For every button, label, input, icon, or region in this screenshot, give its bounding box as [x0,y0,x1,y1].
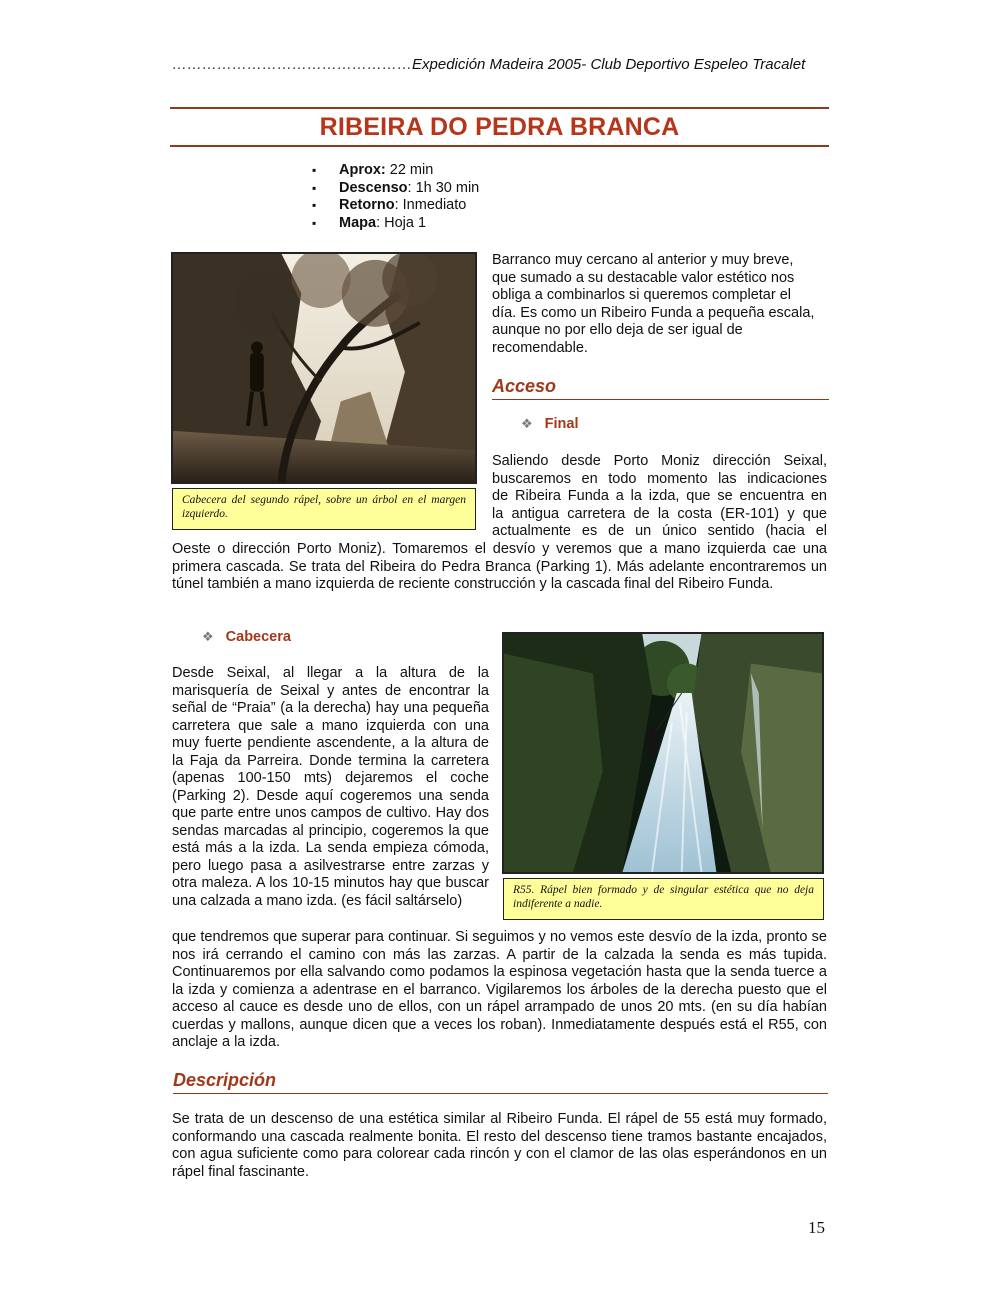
descripcion-text: Se trata de un descenso de una estética similar al Ribeiro Funda. El rápel de 55 está muy formado, conformando una cascada realmente bonita. El resto del descenso tiene tramos bastante encajados, con agua suficiente como para colorear cada rincón y con el clamor de las olas esperándonos en un rápel final fascinante. [172,1111,827,1180]
final-line-1: buscaremos en todo momento las indicaciones [492,470,827,487]
title-box [170,107,829,147]
bullet-value: : 1h 30 min [407,179,480,196]
subheading-cabecera [202,629,291,645]
descripcion-paragraph [172,1111,827,1181]
page-title: RIBEIRA DO PEDRA BRANCA [319,113,680,141]
intro-paragraph [492,252,817,357]
photo-canyon-head [171,252,477,484]
running-header [172,56,828,73]
bullet-value: : Inmediato [394,197,467,213]
bullet-label: Descenso [339,179,408,196]
final-line-3: la antigua carretera de la costa (ER-101) y que [492,505,827,522]
final-line-0: Saliendo desde Porto Moniz dirección Seixal, [492,453,827,469]
cabecera-text-wide [172,929,827,1052]
final-text-narrow [492,453,827,541]
final-text-wide [172,541,827,594]
bullet-label: Mapa [339,214,377,231]
diamond-bullet-icon: ❖ [521,416,533,431]
bullet-label: Retorno [339,197,395,213]
intro-text: Barranco muy cercano al anterior y muy breve, que sumado a su destacable valor estético nos obliga a combinarlos si queremos completar el día. Es como un Ribeiro Funda a pequeña escala, aunque no por ello deja de ser igual de recomendable. [492,252,815,356]
photo1-caption: Cabecera del segundo rápel, sobre un árbol en el margen izquierdo. [172,488,476,530]
subheading-final-label: Final [544,416,579,432]
cabecera-text-wide-body: que tendremos que superar para continuar. Si seguimos y no vemos este desvío de la izda, pronto se nos irá cerrando el camino con más las zarzas. A partir de la calzada la senda es más tupida. Continuaremos por ella salvando como podamos la espinosa vegetación hasta que la senda tuerce a la izda y comienza a adentrase en el barranco. Vigilaremos los árboles de la derecha puesto que el acceso al cauce es desde uno de ellos, con un rápel arrampado de unos 20 mts. (en su día habían cuerdas y mallons, aunque dicen que a veces los roban). Inmediatamente después está el R55, con anclaje a la izda. [172,929,827,1050]
header-dots: ………………………………………… [172,56,412,73]
photo-r55-waterfall [502,632,824,874]
bullet-value: 22 min [385,162,434,178]
diamond-bullet-icon: ❖ [202,629,214,644]
bullet-value: : Hoja 1 [376,214,427,231]
final-line-4: actualmente es de un único sentido (hacia el [492,523,827,539]
section-heading-descripcion: Descripción [173,1070,828,1094]
list-item [312,162,479,180]
list-item [312,180,479,198]
route-summary-list [312,162,479,232]
cabecera-text-narrow-body: Desde Seixal, al llegar a la altura de la marisquería de Seixal y antes de encontrar la señal de “Praia” (a la derecha) hay una pequeña carretera que sale a mano izquierda con una muy fuerte pendiente ascendente, a la altura de la Faja da Parreira. Donde termina la carretera (apenas 100-150 mts) dejaremos el coche (Parking 2). Desde aquí cogeremos una senda que parte entre unos campos de cultivo. Hay dos sendas marcadas al principio, cogeremos la que está más a la izda. La senda empieza cómoda, pero luego pasa a asilvestrarse entre zarzas y otra maleza. A los 10-15 minutos hay que buscar una calzada a mano izda. (es fácil saltárselo) [172,665,489,909]
list-item [312,215,479,233]
final-line-2: de Ribeira Funda a la izda, que se encuentra en [492,488,827,504]
final-text-rest: Oeste o dirección Porto Moniz). Tomaremos el desvío y veremos que a mano izquierda cae una primera cascada. Se trata del Ribeira do Pedra Branca (Parking 1). Más adelante encontraremos un túnel también a mano izquierda de reciente construcción y la cascada final del Ribeiro Funda. [172,541,827,592]
subheading-cabecera-label: Cabecera [225,629,291,645]
section-heading-acceso: Acceso [492,376,829,400]
bullet-label: Aprox: [339,162,386,178]
cabecera-text-narrow [172,665,489,910]
page-number: 15 [808,1218,825,1237]
list-item [312,197,479,215]
photo2-caption: R55. Rápel bien formado y de singular estética que no deja indiferente a nadie. [503,878,824,920]
header-text: Expedición Madeira 2005- Club Deportivo Espeleo Tracalet [412,56,806,73]
subheading-final [521,416,579,432]
